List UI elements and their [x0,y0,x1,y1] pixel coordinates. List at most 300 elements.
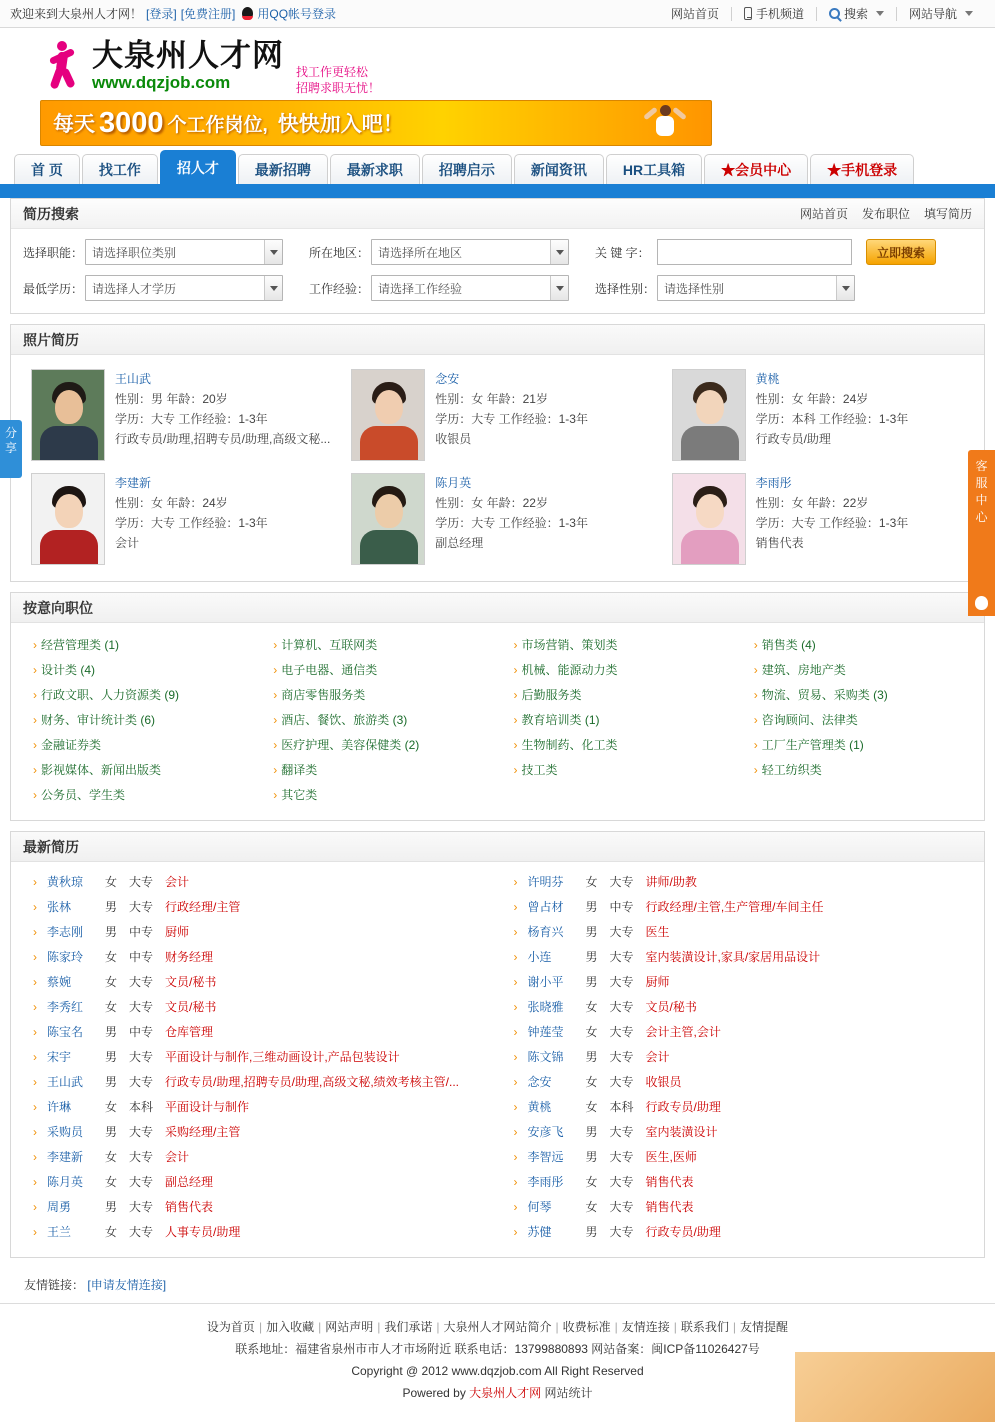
resume-education: 大专 [129,975,154,989]
bullet-arrow-icon: › [513,1150,518,1164]
resume-job-link[interactable]: 收银员 [645,1075,682,1089]
category-link[interactable]: 酒店、餐饮、旅游类 [281,713,390,727]
keyword-input[interactable] [657,239,852,265]
resume-education: 大专 [609,1175,634,1189]
latest-resume-item[interactable] [33,1070,498,1095]
site-nav-menu[interactable] [897,5,985,22]
resume-name-link[interactable]: 陈宝名 [47,1025,84,1039]
resume-gender: 女 [585,875,598,889]
resume-name-link[interactable]: 黄秋琼 [47,875,84,889]
resume-job-link[interactable]: 会计 [165,1150,190,1164]
resume-name-link[interactable]: 谢小平 [527,975,564,989]
resume-education: 大专 [609,1075,634,1089]
customer-service-tab[interactable] [968,450,995,590]
banner-text-2: 3000 [99,106,164,139]
footer-link-0[interactable]: 设为首页 [206,1320,255,1334]
category-item[interactable] [514,683,738,708]
category-item[interactable] [754,658,978,683]
bullet-arrow-icon: › [753,663,758,677]
resume-job-link[interactable]: 平面设计与制作 [165,1100,250,1114]
resume-name-link[interactable]: 李志刚 [47,925,84,939]
resume-name-link[interactable]: 曾占材 [527,900,564,914]
category-link[interactable]: 物流、贸易、采购类 [761,688,870,702]
logo-title: 大泉州人才网 [92,38,284,74]
bullet-arrow-icon: › [753,688,758,702]
category-column [257,633,497,808]
category-link[interactable]: 生物制药、化工类 [521,738,618,752]
avatar[interactable] [31,473,105,565]
chevron-down-icon [965,11,973,16]
resume-job-link[interactable]: 副总经理 [165,1175,214,1189]
avatar[interactable] [672,369,746,461]
latest-resume-item[interactable] [33,1220,498,1245]
resume-job-link[interactable]: 会计 [645,1050,670,1064]
experience-select[interactable] [371,275,569,301]
footer-separator: | [732,1320,737,1334]
latest-resume-item[interactable] [514,1145,979,1170]
resume-job-link[interactable]: 文员/秘书 [645,1000,697,1014]
resume-education: 中专 [129,950,154,964]
photo-resume-item[interactable] [17,363,337,467]
latest-resume-item[interactable] [514,945,979,970]
mobile-channel-label: 手机频道 [755,7,804,21]
category-link[interactable]: 行政文职、人力资源类 [41,688,162,702]
category-item[interactable] [33,633,257,658]
nav-tab-0[interactable]: 首 页 [14,154,80,184]
share-tab[interactable]: 分享 [0,420,22,478]
area-select[interactable] [371,239,569,265]
resume-name-link[interactable]: 黄桃 [755,372,780,386]
category-link[interactable]: 咨询顾问、法律类 [761,713,858,727]
resume-name-link[interactable]: 王兰 [47,1225,72,1239]
resume-job-link[interactable]: 行政专员/助理 [645,1225,721,1239]
category-item[interactable] [273,708,497,733]
resume-job-link[interactable]: 行政经理/主管 [165,900,241,914]
latest-resume-item[interactable] [33,1045,498,1070]
category-item[interactable] [273,783,497,808]
latest-resume-item[interactable] [514,895,979,920]
banner-wrapper [0,100,995,146]
qq-contact-icon[interactable] [968,590,995,616]
category-link[interactable]: 其它类 [281,788,318,802]
category-link[interactable]: 设计类 [41,663,78,677]
latest-resume-item[interactable] [514,970,979,995]
powered-prefix: Powered by [402,1386,470,1400]
resume-education: 中专 [129,1025,154,1039]
bullet-arrow-icon: › [513,763,518,777]
category-link[interactable]: 市场营销、策划类 [521,638,618,652]
category-item[interactable] [33,733,257,758]
resume-gender: 女 [585,1025,598,1039]
category-link[interactable]: 教育培训类 [521,713,582,727]
resume-education: 大专 [129,1125,154,1139]
resume-line-2: 学历：本科 工作经验：1-3年 [755,412,909,426]
running-person-logo-icon [40,41,86,91]
resume-name-link[interactable]: 采购员 [47,1125,84,1139]
bullet-arrow-icon: › [33,1225,37,1239]
powered-suffix: 网站统计 [541,1386,593,1400]
footer-separator: | [318,1320,322,1334]
photo-resume-panel [10,324,988,582]
search-header-link-1[interactable]: 发布职位 [861,207,910,221]
bullet-arrow-icon: › [33,738,37,752]
person-illustration-icon [645,105,685,145]
avatar[interactable] [31,369,105,461]
resume-name-link[interactable]: 杨育兴 [527,925,564,939]
resume-education: 本科 [129,1100,154,1114]
resume-job-link[interactable]: 讲师/助教 [645,875,697,889]
resume-job-link[interactable]: 医生,医师 [645,1150,697,1164]
latest-resume-item[interactable] [514,1170,979,1195]
promo-banner[interactable] [40,100,712,146]
qq-login-link[interactable] [241,5,336,22]
category-item[interactable] [754,708,978,733]
latest-resume-item[interactable] [514,870,979,895]
resume-gender: 女 [585,1100,598,1114]
latest-resume-item[interactable] [514,920,979,945]
nav-underline [0,188,995,198]
category-item[interactable] [273,633,497,658]
banner-text-3: 个工作岗位, [167,114,268,136]
latest-resume-item[interactable] [514,1045,979,1070]
resume-line-3: 行政专员/助理 [755,432,831,446]
resume-name-link[interactable]: 王山武 [47,1075,84,1089]
category-item[interactable] [273,683,497,708]
logo-slogan [296,64,380,100]
category-link[interactable]: 机械、能源动力类 [521,663,618,677]
chevron-down-icon [264,276,282,300]
bullet-arrow-icon: › [33,1125,37,1139]
resume-line-2: 学历：大专 工作经验：1-3年 [115,516,268,530]
latest-resume-item[interactable] [514,1020,979,1045]
category-item[interactable] [33,708,257,733]
resume-name-link[interactable]: 李秀红 [47,1000,84,1014]
bullet-arrow-icon: › [513,738,518,752]
category-item[interactable] [273,733,497,758]
category-link[interactable]: 翻译类 [281,763,318,777]
latest-resume-item[interactable] [33,1120,498,1145]
logo-link[interactable] [40,39,284,93]
footer-link-5[interactable]: 收费标准 [562,1320,611,1334]
resume-search-header [11,199,984,229]
bullet-arrow-icon: › [513,900,518,914]
photo-resume-item[interactable] [337,467,657,571]
resume-name-link[interactable]: 陈月英 [47,1175,84,1189]
qq-login-label: 用QQ帐号登录 [257,7,337,21]
latest-resume-grid [11,862,984,1257]
resume-name-link[interactable]: 念安 [435,372,460,386]
category-link[interactable]: 工厂生产管理类 [761,738,846,752]
category-link[interactable]: 财务、审计统计类 [41,713,138,727]
latest-resume-item[interactable] [514,1095,979,1120]
category-link[interactable]: 医疗护理、美容保健类 [281,738,402,752]
latest-resume-item[interactable] [33,1095,498,1120]
experience-label: 工作经验： [309,281,370,296]
resume-name-link[interactable]: 王山武 [115,372,152,386]
resume-name-link[interactable]: 李建新 [115,476,152,490]
category-link[interactable]: 后勤服务类 [521,688,582,702]
resume-job-link[interactable]: 文员/秘书 [165,975,217,989]
resume-name-link[interactable]: 许琳 [47,1100,72,1114]
experience-value: 请选择工作经验 [378,281,463,296]
category-count: (1) [104,638,120,652]
category-item[interactable] [514,758,738,783]
resume-job-link[interactable]: 文员/秘书 [165,1000,217,1014]
latest-resume-item[interactable] [33,1170,498,1195]
resume-name-link[interactable]: 张晓雅 [527,1000,564,1014]
bullet-arrow-icon: › [513,1075,518,1089]
resume-line-2: 学历：大专 工作经验：1-3年 [115,412,268,426]
resume-name-link[interactable]: 李雨彤 [755,476,792,490]
job-category-select[interactable] [85,239,283,265]
resume-name-link[interactable]: 蔡婉 [47,975,72,989]
resume-job-link[interactable]: 行政经理/主管,生产管理/车间主任 [645,900,824,914]
category-link[interactable]: 电子电器、通信类 [281,663,378,677]
resume-name-link[interactable]: 李智远 [527,1150,564,1164]
category-item[interactable] [514,708,738,733]
resume-education: 本科 [609,1100,634,1114]
resume-education: 大专 [129,1200,154,1214]
resume-job-link[interactable]: 行政专员/助理,招聘专员/助理,高级文秘,绩效考核主管/... [165,1075,460,1089]
category-count: (1) [584,713,600,727]
resume-gender: 女 [105,1000,118,1014]
bullet-arrow-icon: › [33,688,37,702]
resume-name-link[interactable]: 安彦飞 [527,1125,564,1139]
latest-resume-item[interactable] [514,1220,979,1245]
latest-resume-item[interactable] [33,870,498,895]
search-button[interactable]: 立即搜索 [866,239,936,265]
resume-job-link[interactable]: 销售代表 [645,1200,694,1214]
bullet-arrow-icon: › [513,1100,518,1114]
resume-job-link[interactable]: 平面设计与制作,三维动画设计,产品包装设计 [165,1050,400,1064]
search-header-link-0[interactable]: 网站首页 [799,207,848,221]
footer-separator: | [614,1320,618,1334]
resume-name-link[interactable]: 周勇 [47,1200,72,1214]
resume-job-link[interactable]: 财务经理 [165,950,214,964]
photo-resume-info [115,369,330,461]
resume-job-link[interactable]: 厨师 [645,975,670,989]
resume-job-link[interactable]: 仓库管理 [165,1025,214,1039]
resume-education: 大专 [609,1150,634,1164]
resume-line-3: 收银员 [435,432,472,446]
category-link[interactable]: 金融证券类 [41,738,102,752]
bullet-arrow-icon: › [753,763,758,777]
category-link[interactable]: 销售类 [761,638,798,652]
footer-link-4[interactable]: 大泉州人才网站简介 [443,1320,552,1334]
top-bar [0,0,995,28]
nav-tab-3[interactable]: 最新招聘 [238,154,328,184]
resume-job-link[interactable]: 室内装潢设计,家具/家居用品设计 [645,950,821,964]
friend-links-label: 友情链接： [24,1278,85,1292]
resume-name-link[interactable]: 念安 [527,1075,552,1089]
nav-tab-8[interactable]: ★会员中心 [704,154,808,184]
page-body [0,198,995,1299]
category-link[interactable]: 公务员、学生类 [41,788,126,802]
resume-education: 大专 [609,1025,634,1039]
resume-gender: 女 [105,1150,118,1164]
footer-link-2[interactable]: 网站声明 [325,1320,374,1334]
latest-resume-item[interactable] [33,970,498,995]
footer-nav [0,1316,995,1338]
footer-separator: | [258,1320,263,1334]
category-item[interactable] [754,633,978,658]
nav-tab-7[interactable]: HR工具箱 [606,154,702,184]
latest-resume-item[interactable] [514,1070,979,1095]
mobile-channel-link[interactable] [732,5,816,22]
corner-advertisement[interactable] [795,1352,995,1422]
resume-education: 中专 [129,925,154,939]
search-menu[interactable] [817,5,896,22]
resume-gender: 男 [585,950,598,964]
resume-job-link[interactable]: 销售代表 [645,1175,694,1189]
category-item[interactable] [33,658,257,683]
search-header-link-2[interactable]: 填写简历 [923,207,972,221]
photo-resume-item[interactable] [658,467,978,571]
nav-tab-5[interactable]: 招聘启示 [422,154,512,184]
avatar[interactable] [351,473,425,565]
latest-resume-item[interactable] [33,995,498,1020]
nav-tab-6[interactable]: 新闻资讯 [514,154,604,184]
resume-gender: 女 [105,1100,118,1114]
resume-gender: 女 [585,1200,598,1214]
category-grid [11,623,984,820]
category-item[interactable] [273,758,497,783]
nav-tab-9[interactable]: ★手机登录 [810,154,914,184]
resume-job-link[interactable]: 会计主管,会计 [645,1025,721,1039]
nav-tab-4[interactable]: 最新求职 [330,154,420,184]
resume-job-link[interactable]: 人事专员/助理 [165,1225,241,1239]
bullet-arrow-icon: › [753,713,758,727]
resume-job-link[interactable]: 厨师 [165,925,190,939]
category-item[interactable] [33,683,257,708]
login-link[interactable]: [登录] [146,7,177,21]
category-item[interactable] [514,633,738,658]
resume-job-link[interactable]: 室内装潢设计 [645,1125,718,1139]
category-link[interactable]: 建筑、房地产类 [761,663,846,677]
category-column [738,633,978,808]
bullet-arrow-icon: › [513,713,518,727]
resume-name-link[interactable]: 宋宇 [47,1050,72,1064]
latest-resume-item[interactable] [33,1195,498,1220]
resume-name-link[interactable]: 黄桃 [527,1100,552,1114]
latest-resume-item[interactable] [33,1145,498,1170]
resume-job-link[interactable]: 采购经理/主管 [165,1125,241,1139]
resume-name-link[interactable]: 李建新 [47,1150,84,1164]
category-item[interactable] [754,758,978,783]
resume-gender: 男 [585,1050,598,1064]
resume-job-link[interactable]: 医生 [645,925,670,939]
bullet-arrow-icon: › [33,663,37,677]
photo-resume-item[interactable] [17,467,337,571]
latest-resume-item[interactable] [33,1020,498,1045]
gender-select[interactable] [657,275,855,301]
avatar[interactable] [672,473,746,565]
bullet-arrow-icon: › [33,1000,37,1014]
resume-education: 大专 [129,900,154,914]
latest-resume-item[interactable] [33,945,498,970]
education-select[interactable] [85,275,283,301]
footer-link-7[interactable]: 联系我们 [680,1320,729,1334]
bullet-arrow-icon: › [273,713,278,727]
resume-name-link[interactable]: 何琴 [527,1200,552,1214]
category-item[interactable] [514,733,738,758]
bullet-arrow-icon: › [33,638,37,652]
resume-name-link[interactable]: 钟莲莹 [527,1025,564,1039]
category-link[interactable]: 轻工纺织类 [761,763,822,777]
footer-link-1[interactable]: 加入收藏 [266,1320,315,1334]
category-item[interactable] [33,758,257,783]
bullet-arrow-icon: › [33,1050,37,1064]
resume-name-link[interactable]: 陈月英 [435,476,472,490]
site-home-link[interactable] [659,5,731,22]
bullet-arrow-icon: › [33,1150,37,1164]
resume-job-link[interactable]: 行政专员/助理 [645,1100,721,1114]
latest-resume-item[interactable] [514,1120,979,1145]
category-item[interactable] [514,658,738,683]
footer-separator: | [673,1320,677,1334]
register-link[interactable]: [免费注册] [180,7,236,21]
bullet-arrow-icon: › [513,1050,518,1064]
resume-education: 大专 [609,875,634,889]
category-link[interactable]: 商店零售服务类 [281,688,366,702]
photo-resume-item[interactable] [337,363,657,467]
category-link[interactable]: 影视媒体、新闻出版类 [41,763,162,777]
category-link[interactable]: 计算机、互联网类 [281,638,378,652]
footer-separator: | [377,1320,381,1334]
friend-links [10,1268,985,1299]
latest-resume-item[interactable] [33,920,498,945]
resume-name-link[interactable]: 许明芬 [527,875,564,889]
resume-job-link[interactable]: 会计 [165,875,190,889]
resume-name-link[interactable]: 小连 [527,950,552,964]
photo-resume-item[interactable] [658,363,978,467]
area-value: 请选择所在地区 [378,245,463,260]
resume-line-1: 性别：女 年龄：24岁 [115,496,228,510]
category-item[interactable] [754,683,978,708]
bullet-arrow-icon: › [513,638,518,652]
footer-link-6[interactable]: 友情连接 [621,1320,670,1334]
footer-separator: | [555,1320,559,1334]
bullet-arrow-icon: › [33,1075,37,1089]
footer-link-8[interactable]: 友情提醒 [740,1320,789,1334]
education-value: 请选择人才学历 [92,281,177,296]
category-count: (2) [404,738,420,752]
nav-tab-1[interactable]: 找工作 [82,154,158,184]
category-link[interactable]: 经营管理类 [41,638,102,652]
resume-name-link[interactable]: 苏健 [527,1225,552,1239]
latest-resume-item[interactable] [514,995,979,1020]
category-item[interactable] [33,783,257,808]
resume-name-link[interactable]: 陈文锦 [527,1050,564,1064]
resume-name-link[interactable]: 陈家玲 [47,950,84,964]
resume-job-link[interactable]: 销售代表 [165,1200,214,1214]
apply-friend-link[interactable]: [申请友情连接] [87,1278,167,1292]
resume-name-link[interactable]: 张林 [47,900,72,914]
resume-gender: 男 [105,925,118,939]
category-link[interactable]: 技工类 [521,763,558,777]
category-item[interactable] [754,733,978,758]
resume-name-link[interactable]: 李雨彤 [527,1175,564,1189]
avatar[interactable] [351,369,425,461]
footer-link-3[interactable]: 我们承诺 [384,1320,433,1334]
category-item[interactable] [273,658,497,683]
latest-resume-item[interactable] [514,1195,979,1220]
logo-url: www.dqzjob.com [92,73,231,92]
chevron-down-icon [550,276,568,300]
latest-resume-item[interactable] [33,895,498,920]
bullet-arrow-icon: › [513,1225,518,1239]
nav-tab-2[interactable]: 招人才 [160,150,236,184]
